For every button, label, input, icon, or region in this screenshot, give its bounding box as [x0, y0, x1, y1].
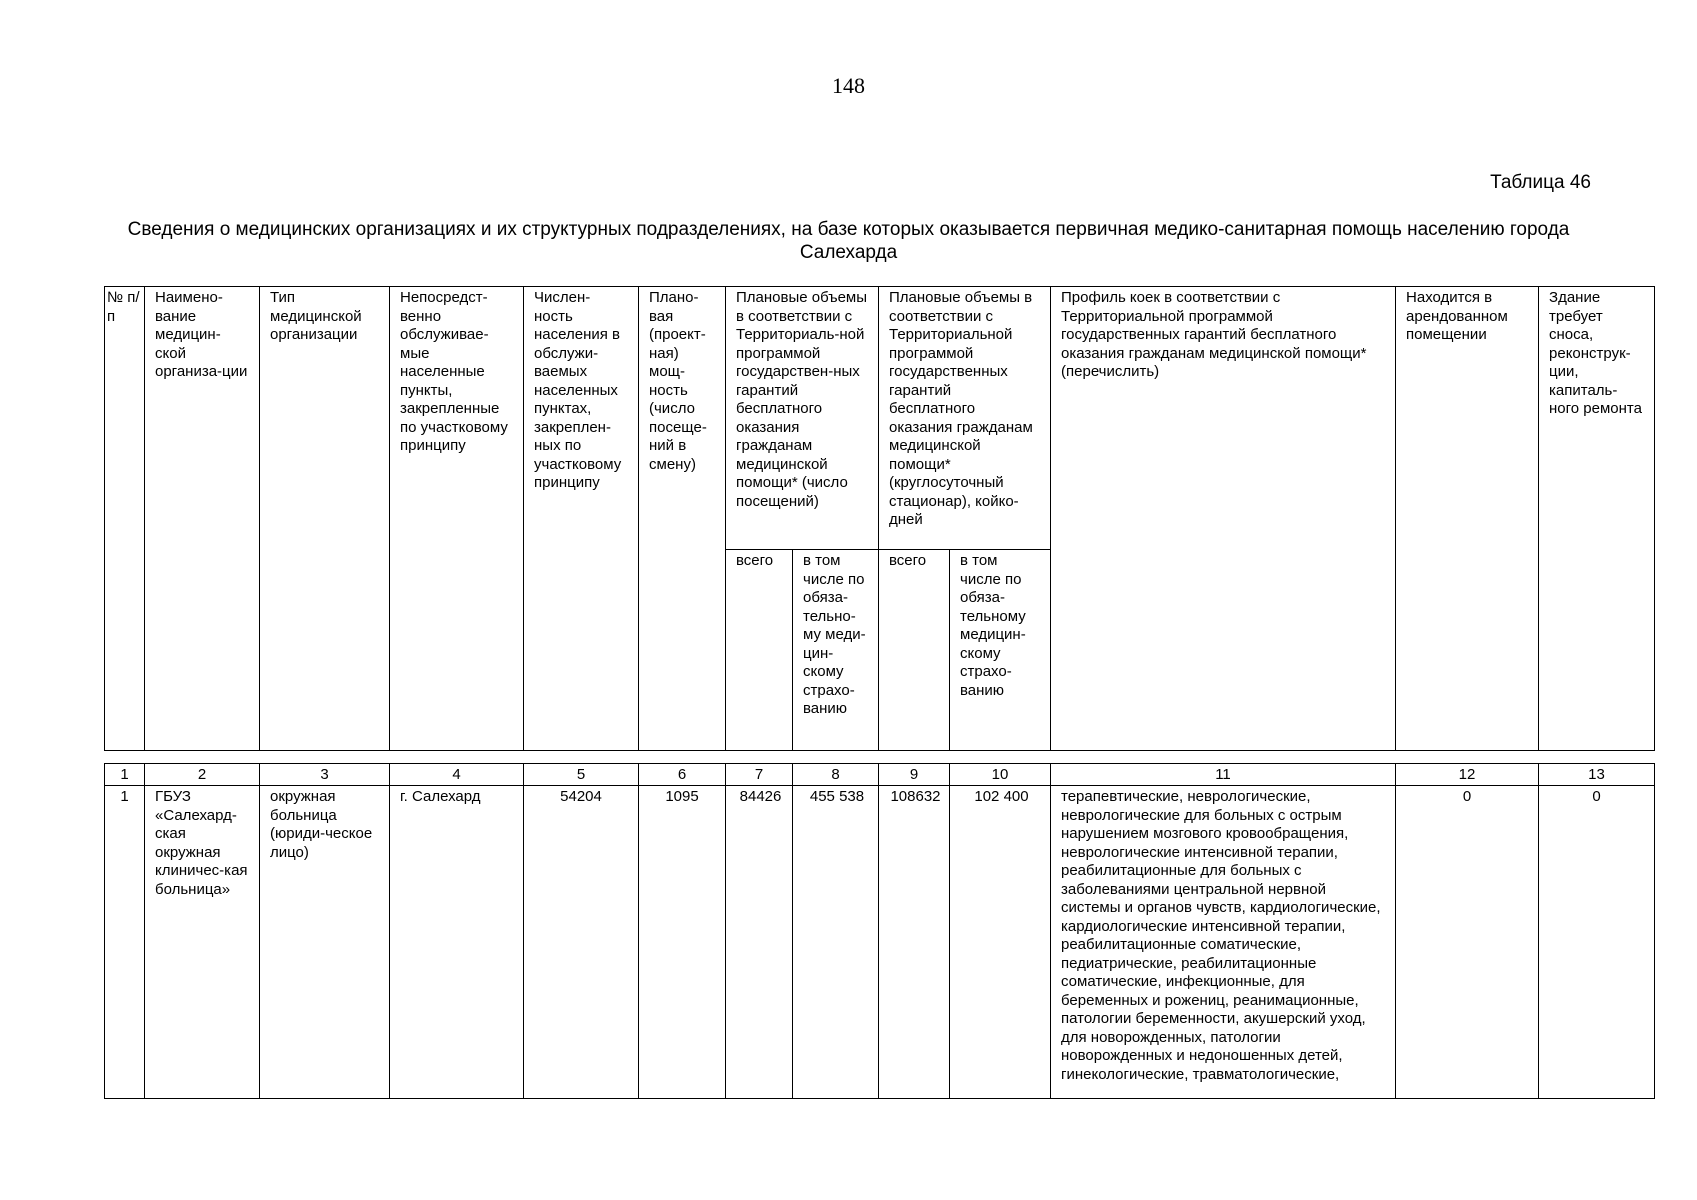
beds-total: 108632: [879, 786, 950, 1099]
column-number: 1: [105, 764, 145, 786]
column-number: 8: [793, 764, 879, 786]
page-number: 148: [832, 73, 865, 98]
header-population: Числен-ность населения в обслужи-ваемых населенных пунктах, закреплен-ных по участковому принципу: [524, 287, 639, 751]
column-numbers-row: [105, 764, 1655, 786]
column-number: 12: [1396, 764, 1539, 786]
header-organization-name: Наимено-вание медицин-ской организа-ции: [145, 287, 260, 751]
header-beds-oms: в том числе по обяза-тельному медицин-скому страхо-ванию: [950, 550, 1051, 751]
header-bed-profile: Профиль коек в соответствии с Территориальной программой государственных гарантий бесплатного оказания гражданам медицинской помощи* (перечислить): [1051, 287, 1396, 751]
header-repair-needed: Здание требует сноса, реконструк-ции, капиталь-ного ремонта: [1539, 287, 1655, 751]
header-number: № п/п: [105, 287, 145, 751]
row-number: 1: [105, 786, 145, 1099]
visits-total: 84426: [726, 786, 793, 1099]
column-number: 10: [950, 764, 1051, 786]
organization-name: ГБУЗ «Салехард-ская окружная клиничес-кая больница»: [145, 786, 260, 1099]
column-number: 13: [1539, 764, 1655, 786]
column-number: 3: [260, 764, 390, 786]
rented: 0: [1396, 786, 1539, 1099]
visits-oms: 455 538: [793, 786, 879, 1099]
header-planned-bed-days: Плановые объемы в соответствии с Территориальной программой государственных гарантий бесплатного оказания гражданам медицинской помощи* (круглосуточный стационар), койко-дней: [879, 287, 1051, 550]
header-planned-visits: Плановые объемы в соответствии с Территориаль-ной программой государствен-ных гарантий бесплатного оказания гражданам медицинской помощи* (число посещений): [726, 287, 879, 550]
document-title: Сведения о медицинских организациях и их структурных подразделениях, на базе которых оказывается первичная медико-санитарная помощь населению города Салехарда: [127, 219, 1570, 263]
header-visits-total: всего: [726, 550, 793, 751]
column-number: 11: [1051, 764, 1396, 786]
column-number: 6: [639, 764, 726, 786]
capacity: 1095: [639, 786, 726, 1099]
column-number: 2: [145, 764, 260, 786]
table-label: Таблица 46: [1490, 172, 1591, 193]
settlements: г. Салехард: [390, 786, 524, 1099]
header-organization-type: Тип медицинской организации: [260, 287, 390, 751]
header-capacity: Плано-вая (проект-ная) мощ-ность (число посеще-ний в смену): [639, 287, 726, 751]
header-visits-oms: в том числе по обяза-тельно-му меди-цин-скому страхо-ванию: [793, 550, 879, 751]
population: 54204: [524, 786, 639, 1099]
header-settlements: Непосредст-венно обслуживае-мые населенные пункты, закрепленные по участковому принципу: [390, 287, 524, 751]
data-table: [104, 763, 1655, 1099]
header-rented: Находится в арендованном помещении: [1396, 287, 1539, 751]
beds-oms: 102 400: [950, 786, 1051, 1099]
header-beds-total: всего: [879, 550, 950, 751]
organization-type: окружная больница (юриди-ческое лицо): [260, 786, 390, 1099]
table-row: [105, 786, 1655, 1099]
bed-profile: терапевтические, неврологические, неврологические для больных с острым нарушением мозгового кровообращения, неврологические интенсивной терапии, реабилитационные для больных с заболеваниями центральной нервной системы и органов чувств, кардиологические, кардиологические интенсивной терапии, реабилитационные соматические, педиатрические, реабилитационные соматические, инфекционные, для беременных и рожениц, реанимационные, патологии беременности, акушерский уход, для новорожденных, патологии новорожденных и недоношенных детей, гинекологические, травматологические,: [1051, 786, 1396, 1099]
column-number: 7: [726, 764, 793, 786]
repair-needed: 0: [1539, 786, 1655, 1099]
column-number: 5: [524, 764, 639, 786]
column-number: 9: [879, 764, 950, 786]
column-number: 4: [390, 764, 524, 786]
header-table: [104, 286, 1655, 751]
